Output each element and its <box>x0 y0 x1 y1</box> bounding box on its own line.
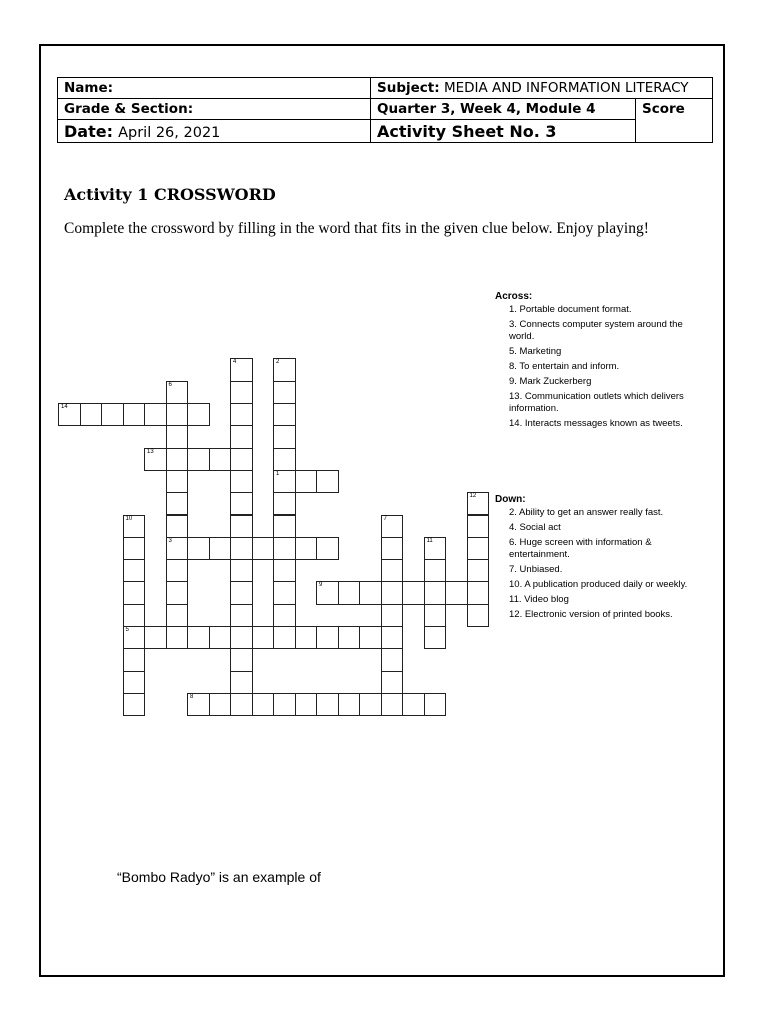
crossword-cell[interactable] <box>424 537 447 560</box>
crossword-cell[interactable] <box>230 671 253 694</box>
crossword-cell[interactable] <box>381 648 404 671</box>
clue-number: 4 <box>233 359 237 366</box>
subject-cell <box>371 78 713 99</box>
crossword-cell[interactable] <box>467 604 490 627</box>
crossword-cell[interactable] <box>273 470 296 493</box>
crossword-cell[interactable] <box>252 626 275 649</box>
crossword-cell[interactable] <box>187 448 210 471</box>
crossword-cell[interactable] <box>123 671 146 694</box>
down-clue: 4. Social act <box>509 522 561 533</box>
crossword-cell[interactable] <box>123 693 146 716</box>
quarter-text: Quarter 3, Week 4, Module 4 <box>377 101 596 117</box>
crossword-cell[interactable] <box>209 626 232 649</box>
crossword-cell[interactable] <box>123 626 146 649</box>
crossword-cell[interactable] <box>273 626 296 649</box>
crossword-cell[interactable] <box>230 381 253 404</box>
crossword-cell[interactable] <box>187 537 210 560</box>
crossword-cell[interactable] <box>402 581 425 604</box>
clue-number: 1 <box>276 470 280 477</box>
crossword-cell[interactable] <box>166 470 189 493</box>
crossword-cell[interactable] <box>359 581 382 604</box>
crossword-cell[interactable] <box>316 470 339 493</box>
crossword-cell[interactable] <box>230 604 253 627</box>
crossword-cell[interactable] <box>316 581 339 604</box>
crossword-cell[interactable] <box>424 581 447 604</box>
crossword-cell[interactable] <box>273 693 296 716</box>
crossword-cell[interactable] <box>187 403 210 426</box>
crossword-cell[interactable] <box>381 693 404 716</box>
crossword-cell[interactable] <box>381 537 404 560</box>
crossword-cell[interactable] <box>252 693 275 716</box>
quarter-cell <box>371 99 636 120</box>
crossword-cell[interactable] <box>230 492 253 515</box>
crossword-cell[interactable] <box>316 537 339 560</box>
crossword-cell[interactable] <box>123 537 146 560</box>
down-clue: 12. Electronic version of printed books. <box>509 609 673 620</box>
crossword-cell[interactable] <box>338 581 361 604</box>
crossword-cell[interactable] <box>166 604 189 627</box>
subject-value: MEDIA AND INFORMATION LITERACY <box>443 80 689 96</box>
crossword-cell[interactable] <box>166 381 189 404</box>
crossword-cell[interactable] <box>123 604 146 627</box>
crossword-cell[interactable] <box>230 403 253 426</box>
crossword-cell[interactable] <box>123 403 146 426</box>
crossword-cell[interactable] <box>381 604 404 627</box>
crossword-cell[interactable] <box>166 448 189 471</box>
subject-label: Subject: <box>377 80 440 96</box>
across-clue: 8. To entertain and inform. <box>509 361 620 372</box>
crossword-cell[interactable] <box>467 492 490 515</box>
clue-number: 10 <box>125 515 133 522</box>
crossword-cell[interactable] <box>230 693 253 716</box>
down-clue: 7. Unbiased. <box>509 564 563 575</box>
clue-number: 6 <box>168 381 172 388</box>
score-label: Score <box>642 101 685 117</box>
activity-instructions: Complete the crossword by filling in the word that fits in the given clue below. Enjoy playing! <box>64 220 649 237</box>
crossword-cell[interactable] <box>187 626 210 649</box>
date-value: April 26, 2021 <box>118 124 221 141</box>
crossword-cell[interactable] <box>230 626 253 649</box>
crossword-cell[interactable] <box>273 537 296 560</box>
crossword-cell[interactable] <box>273 381 296 404</box>
down-clues <box>495 494 710 624</box>
crossword-cell[interactable] <box>295 626 318 649</box>
clue-number: 3 <box>168 537 172 544</box>
crossword-cell[interactable] <box>230 581 253 604</box>
crossword-cell[interactable] <box>424 604 447 627</box>
crossword-cell[interactable] <box>316 693 339 716</box>
crossword-cell[interactable] <box>166 403 189 426</box>
crossword-cell[interactable] <box>123 559 146 582</box>
crossword-cell[interactable] <box>467 537 490 560</box>
across-heading: Across: <box>495 291 533 302</box>
crossword-cell[interactable] <box>273 425 296 448</box>
crossword-cell[interactable] <box>209 693 232 716</box>
crossword-cell[interactable] <box>123 515 146 538</box>
crossword-cell[interactable] <box>144 403 167 426</box>
crossword-cell[interactable] <box>209 537 232 560</box>
down-heading: Down: <box>495 494 526 505</box>
crossword-cell[interactable] <box>295 693 318 716</box>
crossword-cell[interactable] <box>166 492 189 515</box>
crossword-cell[interactable] <box>144 448 167 471</box>
crossword-cell[interactable] <box>209 448 232 471</box>
down-clue: 6. Huge screen with information & entertainment. <box>509 537 652 560</box>
crossword-cell[interactable] <box>273 581 296 604</box>
crossword-cell[interactable] <box>187 693 210 716</box>
name-cell[interactable] <box>58 78 371 99</box>
crossword-cell[interactable] <box>295 537 318 560</box>
date-label: Date: <box>64 121 113 141</box>
crossword-cell[interactable] <box>123 581 146 604</box>
across-clue: 14. Interacts messages known as tweets. <box>509 418 683 429</box>
crossword-cell[interactable] <box>467 559 490 582</box>
across-clue: 9. Mark Zuckerberg <box>509 376 592 387</box>
down-clue: 11. Video blog <box>509 594 569 605</box>
down-clue: 10. A publication produced daily or weekly. <box>509 579 688 590</box>
score-cell[interactable] <box>636 99 713 143</box>
crossword-cell[interactable] <box>166 537 189 560</box>
crossword-cell[interactable] <box>424 559 447 582</box>
crossword-cell[interactable] <box>381 671 404 694</box>
crossword-cell[interactable] <box>166 581 189 604</box>
crossword-cell[interactable] <box>316 626 339 649</box>
clue-number: 7 <box>383 515 387 522</box>
clue-number: 2 <box>276 359 280 366</box>
crossword-cell[interactable] <box>230 537 253 560</box>
crossword-cell[interactable] <box>230 425 253 448</box>
crossword-cell[interactable] <box>381 515 404 538</box>
clue-number: 12 <box>469 493 477 500</box>
crossword-cell[interactable] <box>359 693 382 716</box>
down-clue: 2. Ability to get an answer really fast. <box>509 507 664 518</box>
crossword-cell[interactable] <box>338 693 361 716</box>
crossword-cell[interactable] <box>381 581 404 604</box>
crossword-cell[interactable] <box>166 559 189 582</box>
crossword-cell[interactable] <box>166 425 189 448</box>
clue-number: 5 <box>125 627 129 633</box>
crossword-cell[interactable] <box>58 403 81 426</box>
across-clue: 1. Portable document format. <box>509 304 632 315</box>
crossword-cell[interactable] <box>467 515 490 538</box>
crossword-cell[interactable] <box>144 626 167 649</box>
crossword-cell[interactable] <box>230 470 253 493</box>
crossword-cell[interactable] <box>273 515 296 538</box>
activity-title: Activity 1 CROSSWORD <box>64 185 276 204</box>
crossword-cell[interactable] <box>273 604 296 627</box>
crossword-cell[interactable] <box>467 581 490 604</box>
crossword-cell[interactable] <box>230 448 253 471</box>
crossword-cell[interactable] <box>273 492 296 515</box>
across-clue: 13. Communication outlets which delivers information. <box>509 391 684 414</box>
grade-label: Grade & Section: <box>64 101 194 117</box>
crossword-cell[interactable] <box>230 358 253 381</box>
clue-number: 8 <box>190 693 194 700</box>
clue-number: 9 <box>319 582 323 589</box>
crossword-cell[interactable] <box>273 559 296 582</box>
clue-number: 14 <box>61 404 68 410</box>
date-cell <box>58 120 371 143</box>
crossword-cell[interactable] <box>445 581 468 604</box>
crossword-cell[interactable] <box>123 648 146 671</box>
crossword-cell[interactable] <box>230 515 253 538</box>
crossword-cell[interactable] <box>338 626 361 649</box>
crossword-cell[interactable] <box>80 403 103 426</box>
crossword-cell[interactable] <box>381 626 404 649</box>
crossword-cell[interactable] <box>359 626 382 649</box>
crossword-cell[interactable] <box>252 537 275 560</box>
crossword-cell[interactable] <box>381 559 404 582</box>
clue-number: 13 <box>147 448 154 455</box>
header-table <box>57 77 713 143</box>
question-text: “Bombo Radyo” is an example of <box>117 869 321 885</box>
crossword-cell[interactable] <box>273 448 296 471</box>
crossword-cell[interactable] <box>166 515 189 538</box>
crossword-cell[interactable] <box>166 626 189 649</box>
name-label: Name: <box>64 80 114 96</box>
across-clue: 5. Marketing <box>509 346 562 357</box>
crossword-cell[interactable] <box>424 626 447 649</box>
crossword-cell[interactable] <box>273 358 296 381</box>
across-clues <box>495 291 710 433</box>
sheet-cell <box>371 120 636 143</box>
clue-number: 11 <box>426 537 433 544</box>
crossword-cell[interactable] <box>424 693 447 716</box>
crossword-cell[interactable] <box>295 470 318 493</box>
across-clue: 3. Connects computer system around the world. <box>509 319 683 342</box>
crossword-cell[interactable] <box>273 403 296 426</box>
crossword-cell[interactable] <box>230 559 253 582</box>
crossword-cell[interactable] <box>230 648 253 671</box>
crossword-cell[interactable] <box>402 693 425 716</box>
sheet-label: Activity Sheet No. 3 <box>377 121 557 141</box>
crossword-cell[interactable] <box>101 403 124 426</box>
grade-cell[interactable] <box>58 99 371 120</box>
